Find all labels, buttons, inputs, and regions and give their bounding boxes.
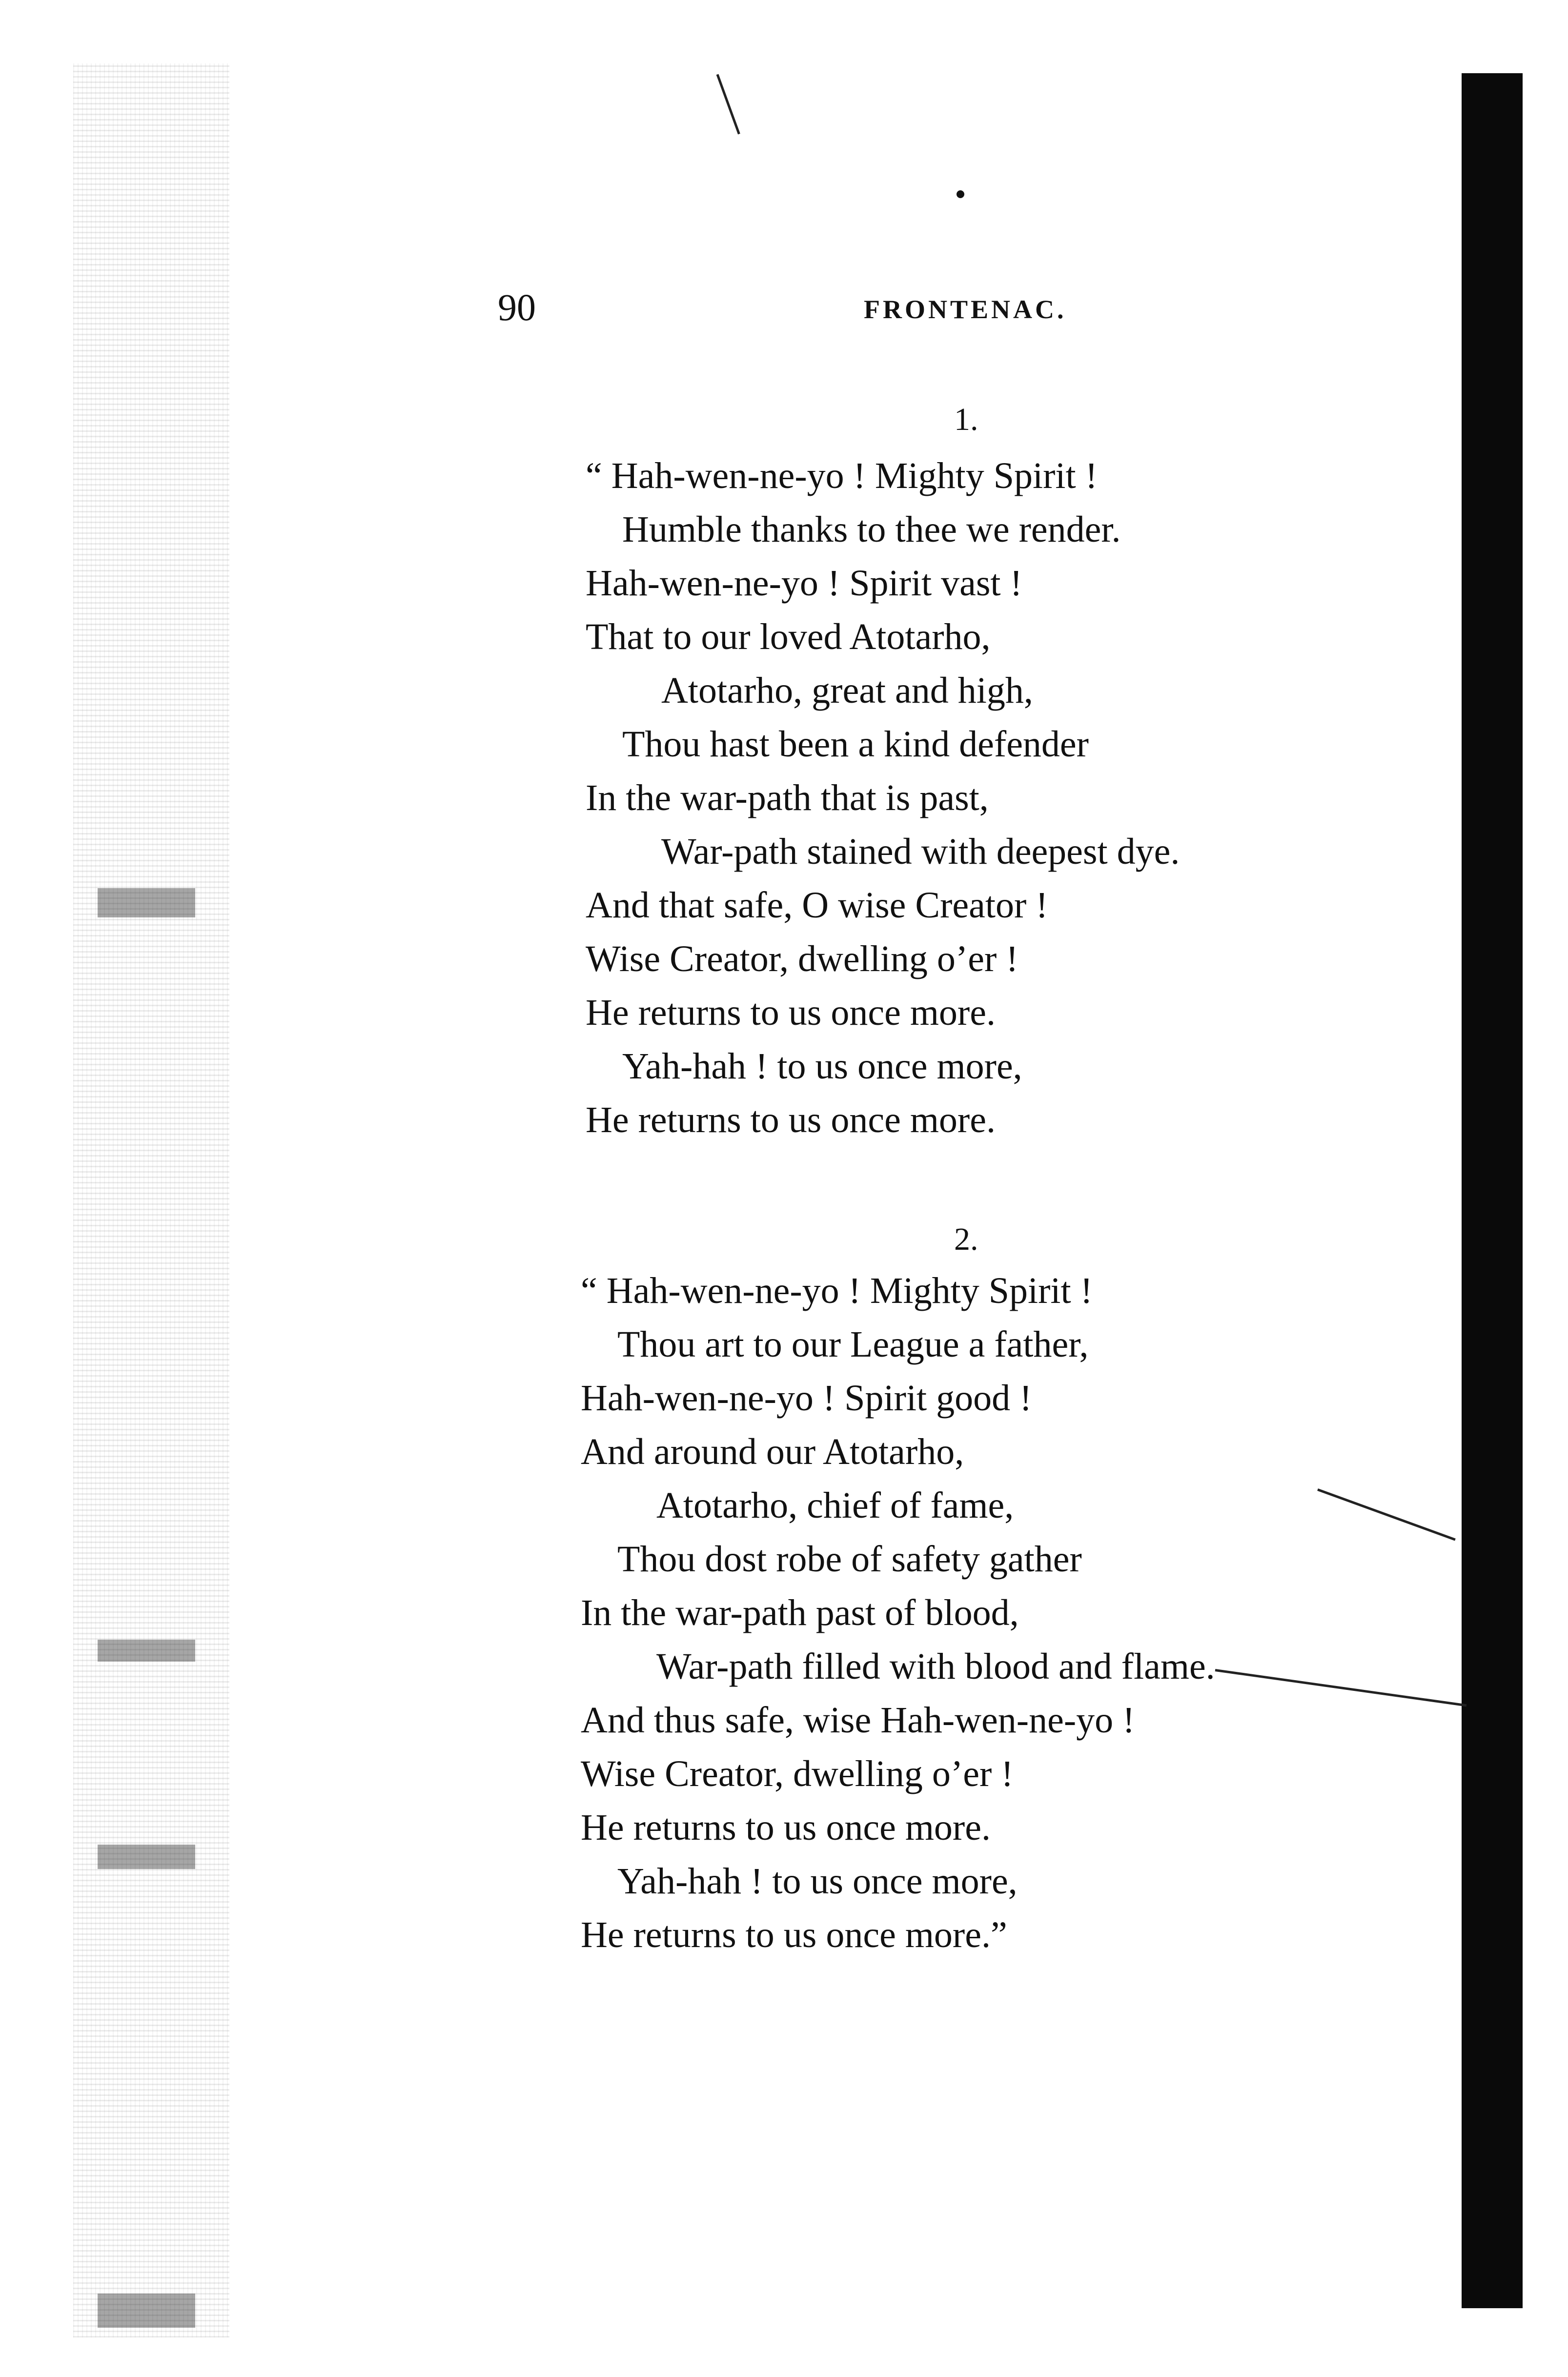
stanza-number: 2.	[954, 1221, 978, 1257]
verse-line: “ Hah-wen-ne-yo ! Mighty Spirit !	[586, 455, 1098, 496]
verse-line: He returns to us once more.	[586, 992, 996, 1033]
verse-line: And that safe, O wise Creator !	[586, 885, 1048, 926]
stanza-number: 1.	[954, 402, 978, 437]
stray-mark	[1215, 1669, 1467, 1707]
verse-line: War-path stained with deepest dye.	[661, 831, 1180, 872]
scan-noise-mark	[98, 2294, 195, 2328]
verse-line: Atotarho, great and high,	[661, 670, 1033, 711]
verse-line: War-path filled with blood and flame.	[656, 1646, 1215, 1687]
scan-noise-mark	[98, 1845, 195, 1869]
verse-line: Thou hast been a kind defender	[622, 724, 1089, 765]
verse-line: “ Hah-wen-ne-yo ! Mighty Spirit !	[581, 1270, 1093, 1311]
verse-line: He returns to us once more.	[581, 1807, 991, 1848]
scan-noise-mark	[98, 1640, 195, 1662]
verse-line: Yah-hah ! to us once more,	[617, 1861, 1018, 1902]
verse-line: Yah-hah ! to us once more,	[622, 1046, 1022, 1087]
page-header	[498, 285, 1181, 329]
verse-line: That to our loved Atotarho,	[586, 616, 991, 657]
verse-line: Thou dost robe of safety gather	[617, 1539, 1082, 1580]
verse-line: Wise Creator, dwelling o’er !	[581, 1753, 1014, 1794]
verse-line: And thus safe, wise Hah-wen-ne-yo !	[581, 1700, 1135, 1741]
verse-line: Thou art to our League a father,	[617, 1324, 1089, 1365]
verse-line: In the war-path that is past,	[586, 777, 989, 818]
verse-line: Wise Creator, dwelling o’er !	[586, 938, 1018, 979]
verse-line: Humble thanks to thee we render.	[622, 509, 1121, 550]
binding-shadow	[1462, 73, 1523, 2308]
verse-line: Atotarho, chief of fame,	[656, 1485, 1014, 1526]
scan-noise-strip	[73, 63, 229, 2337]
scan-noise-mark	[98, 888, 195, 917]
verse-line: He returns to us once more.”	[581, 1914, 1007, 1955]
stray-mark	[1317, 1488, 1456, 1541]
verse-line: Hah-wen-ne-yo ! Spirit vast !	[586, 563, 1022, 604]
ink-dot	[957, 190, 964, 198]
verse-line: And around our Atotarho,	[581, 1431, 964, 1472]
running-head: FRONTENAC.	[864, 295, 1067, 324]
verse-line: He returns to us once more.	[586, 1099, 996, 1140]
verse-line: Hah-wen-ne-yo ! Spirit good !	[581, 1378, 1032, 1419]
verse-line: In the war-path past of blood,	[581, 1592, 1019, 1633]
page-number: 90	[498, 286, 536, 328]
stray-mark	[716, 74, 740, 135]
